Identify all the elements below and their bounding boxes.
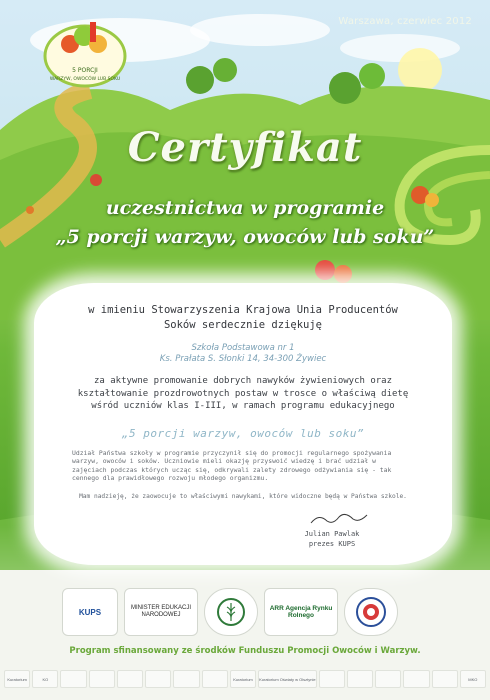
school-name: Szkoła Podstawowa nr 1 [191, 343, 295, 353]
strip-logo [202, 670, 228, 688]
sponsor-strip [4, 668, 486, 690]
strip-logo [375, 670, 401, 688]
signer-name: Julian Pawlak [304, 530, 360, 538]
strip-logo [403, 670, 429, 688]
certificate-subtitle-line2: „5 porcji warzyw, owoców lub soku” [55, 226, 435, 248]
body-text [64, 375, 422, 413]
svg-text:WARZYW, OWOCÓW LUB SOKU: WARZYW, OWOCÓW LUB SOKU [49, 77, 121, 82]
date: Warszawa, czerwiec 2012 [338, 16, 472, 27]
seal-icon [355, 596, 387, 628]
signature [309, 511, 369, 527]
strip-logo: KO [32, 670, 58, 688]
program-name: „5 porcji warzyw, owoców lub soku” [121, 427, 365, 440]
intro-line1: w imieniu Stowarzyszenia Krajowa Unia Producentów [88, 304, 398, 316]
program-logo-text: 5 PORCJI [72, 67, 98, 74]
ministry-logo: MINISTER EDUKACJI NARODOWEJ [124, 588, 198, 636]
strip-logo: MKO [460, 670, 486, 688]
certificate-title: Certyfikat [127, 124, 363, 171]
strip-logo: Kuratorium Oświaty w Olsztynie [258, 670, 316, 688]
strip-logo [60, 670, 86, 688]
body-line2: kształtowanie prozdrowotnych postaw w trosce o właściwą dietę [77, 388, 409, 399]
wheat-icon [216, 597, 246, 627]
strip-logo [347, 670, 373, 688]
strip-logo: Kuratorium [230, 670, 256, 688]
seal-logo [344, 588, 398, 636]
strip-logo [173, 670, 199, 688]
kups-logo: KUPS [62, 588, 118, 636]
certificate-card [34, 283, 452, 565]
school-info [54, 343, 432, 365]
partner-logos [62, 588, 432, 638]
emblem-logo [204, 588, 258, 636]
strip-logo [432, 670, 458, 688]
intro-text [54, 303, 432, 333]
signer [272, 529, 392, 549]
school-address: Ks. Prałata S. Słonki 14, 34-300 Żywiec [159, 354, 327, 364]
intro-line2: Soków serdecznie dziękuję [163, 319, 323, 331]
strip-logo [89, 670, 115, 688]
strip-logo [145, 670, 171, 688]
strip-logo: Kuratorium [4, 670, 30, 688]
strip-logo [117, 670, 143, 688]
body-line3: wśród uczniów klas I-III, w ramach programu edukacyjnego [91, 401, 395, 411]
strip-logo [319, 670, 345, 688]
thanks-text: Mam nadzieję, że zaowocuje to właściwymi nawykami, które widoczne będą w Państwa szkole. [79, 493, 407, 500]
arr-logo: ARR Agencja Rynku Rolnego [264, 588, 338, 636]
funding-note: Program sfinansowany ze środków Funduszu Promocji Owoców i Warzyw. [69, 646, 421, 656]
certificate-subtitle-line1: uczestnictwa w programie [105, 197, 385, 219]
fine-print: Udział Państwa szkoły w programie przyczynił się do promocji regularnego spożywania warzyw, owoców i soków. Uczniowie mieli okazję przyswoić wiedzę i brać udział w zajęciach podczas których ucząc się, odkrywali zalety zdrowego odżywiania się - tak cennego dla prawidłowego rozwoju młodego organizmu. [72, 449, 392, 483]
body-line1: za aktywne promowanie dobrych nawyków żywieniowych oraz [93, 376, 392, 386]
signer-title: prezes KUPS [308, 540, 356, 548]
program-logo [40, 14, 130, 94]
